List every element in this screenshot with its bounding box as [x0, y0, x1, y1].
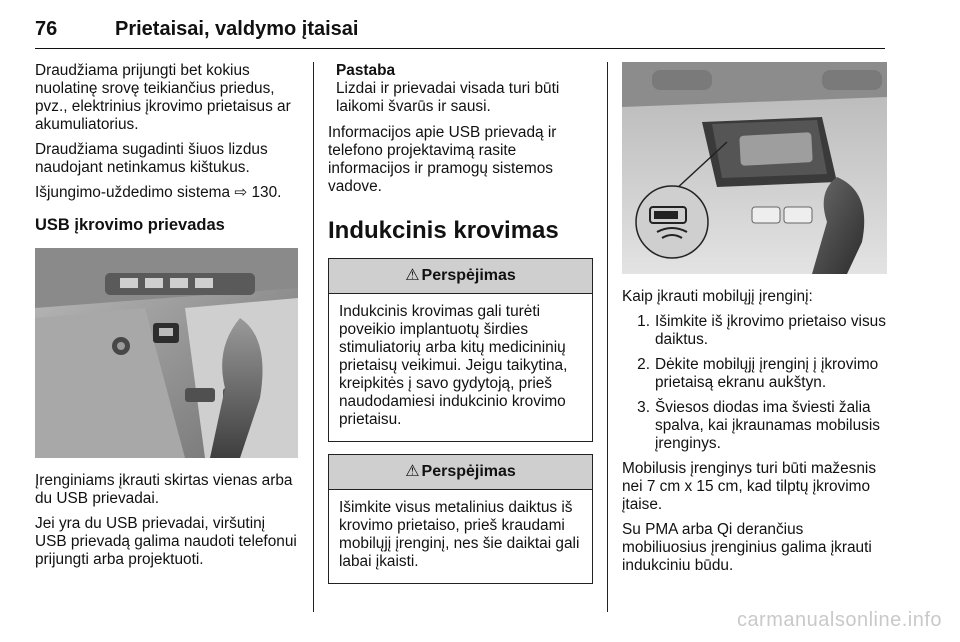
page-number: 76 [35, 18, 58, 40]
warning-box-1 [328, 258, 593, 442]
warning-text-2: Išimkite visus metalinius daiktus iš krovimo prietaiso, prieš kraudami mobilųjį įrenginį, nes šie daiktai gali labai įkaisti. [339, 499, 580, 570]
paragraph-device-size: Mobilusis įrenginys turi būti mažesnis nei 7 cm x 15 cm, kad tilptų įkrovimo įtaise. [622, 460, 877, 513]
list-item [622, 356, 890, 392]
warning-triangle-icon: ⚠ [405, 267, 420, 284]
paragraph-dc-warning: Draudžiama prijungti bet kokius nuolatinę srovę teikiančius priedus, pvz., elektrinius įkrovimo prietaisus ar akumuliatorius. [35, 62, 291, 133]
paragraph-how-to-charge: Kaip įkrauti mobilųjį įrenginį: [622, 288, 813, 305]
warning-header-1 [329, 259, 592, 294]
warning-header-2 [329, 455, 592, 490]
wireless-charger-photo [622, 62, 887, 274]
paragraph-usb-projection: Jei yra du USB prievadai, viršutinį USB prievadą galima naudoti telefonui prijungti arba projektuoti. [35, 515, 297, 568]
list-item [622, 313, 890, 349]
warning-title-1: Perspėjimas [421, 267, 516, 284]
warning-box-2 [328, 454, 593, 584]
step-number: 3. [637, 399, 650, 416]
note-text: Lizdai ir prievadai visada turi būti laikomi švarūs ir sausi. [336, 80, 560, 115]
list-item [622, 399, 890, 453]
column-2 [328, 62, 593, 596]
column-3 [622, 62, 890, 582]
page-ref-arrow-icon: ⇨ [234, 184, 248, 201]
paragraph-usb-ports: Įrenginiams įkrauti skirtas vienas arba du USB prievadai. [35, 472, 293, 507]
warning-text-1: Indukcinis krovimas gali turėti poveikio implantuotų širdies stimuliatorių arba kitų medicininių prietaisų veikimui. Jeigu taikytina, kreipkitės į savo gydytoją, prieš naudodamiesi indukcinio krovimo prietaisu. [339, 303, 568, 428]
warning-title-2: Perspėjimas [421, 463, 516, 480]
page-ref-number[interactable]: 130. [251, 184, 282, 201]
stop-start-text: Išjungimo-uždedimo sistema [35, 184, 231, 201]
paragraph-socket-damage: Draudžiama sugadinti šiuos lizdus naudojant netinkamus kištukus. [35, 141, 268, 176]
step-text: Išimkite iš įkrovimo prietaiso visus daiktus. [655, 313, 886, 348]
step-number: 1. [637, 313, 650, 330]
usb-heading: USB įkrovimo prievadas [35, 216, 225, 234]
steps-list [622, 313, 890, 453]
note-block [328, 62, 593, 116]
paragraph-pma-qi: Su PMA arba Qi derančius mobiliuosius įrenginius galima įkrauti indukciniu būdu. [622, 521, 872, 574]
page-header [35, 10, 885, 50]
column-1 [35, 62, 300, 576]
column-divider-1 [313, 62, 314, 612]
column-divider-2 [607, 62, 608, 612]
section-heading-inductive: Indukcinis krovimas [328, 217, 559, 244]
step-text: Šviesos diodas ima šviesti žalia spalva, kai įkraunamas mobilusis įrenginys. [655, 399, 880, 452]
warning-triangle-icon: ⚠ [405, 463, 420, 480]
paragraph-stop-start-ref [35, 184, 300, 202]
paragraph-usb-info: Informacijos apie USB prievadą ir telefono projektavimą rasite informacijos ir pramogų sistemos vadove. [328, 124, 557, 195]
header-rule [35, 48, 885, 49]
watermark: carmanualsonline.info [736, 609, 942, 631]
step-number: 2. [637, 356, 650, 373]
usb-port-photo [35, 248, 298, 458]
note-title: Pastaba [336, 62, 396, 79]
step-text: Dėkite mobilųjį įrenginį į įkrovimo prietaisą ekranu aukštyn. [655, 356, 879, 391]
page-title: Prietaisai, valdymo įtaisai [115, 18, 359, 40]
